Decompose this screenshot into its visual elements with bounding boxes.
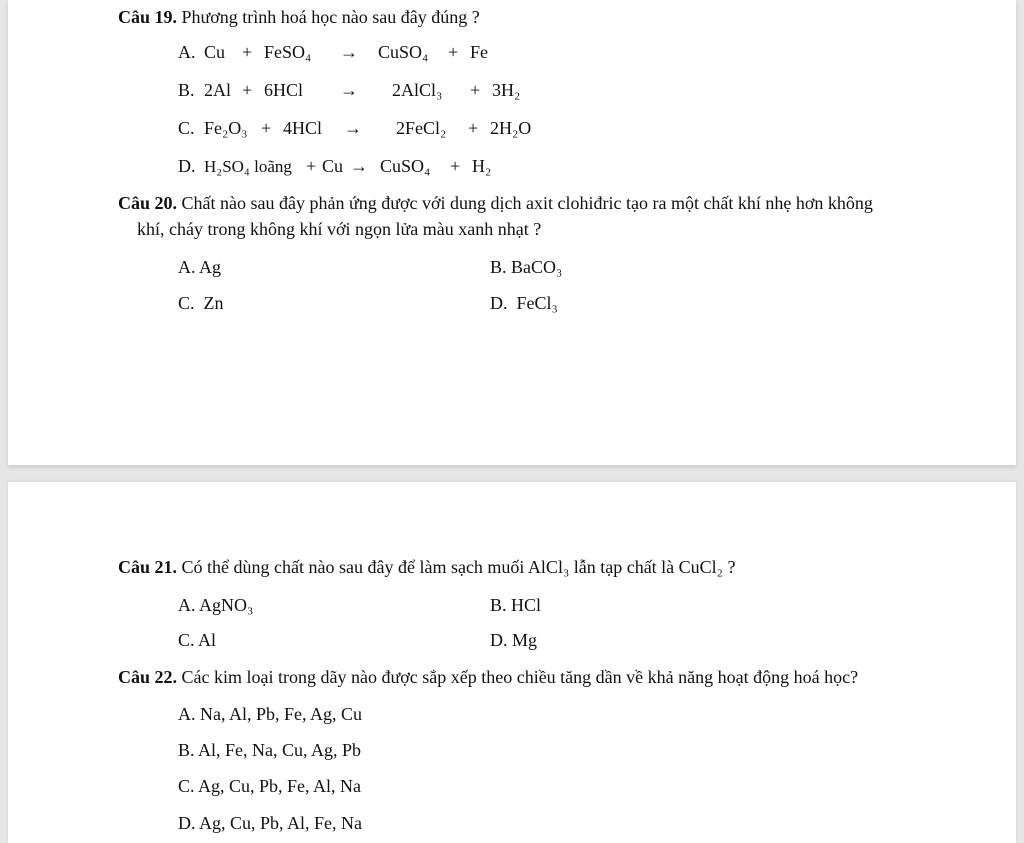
question-22: [118, 666, 858, 688]
question-21-option-c[interactable]: C. Al: [178, 630, 217, 650]
question-20-option-b[interactable]: B. BaCO₃: [490, 257, 563, 277]
question-20-text-line2: khí, cháy trong không khí với ngọn lửa màu xanh nhạt ?: [137, 219, 542, 239]
arrow-icon: →: [350, 156, 368, 176]
question-20-option-a[interactable]: A. Ag: [178, 257, 222, 277]
question-21-text: Có thể dùng chất nào sau đây để làm sạch muối AlCl₃ lẫn tạp chất là CuCl₂ ?: [181, 557, 736, 577]
question-19-option-a[interactable]: A. Cu + FeSO₄ → CuSO₄ + Fe: [178, 42, 488, 62]
question-21-option-a[interactable]: A. AgNO₃: [178, 595, 254, 615]
question-20-option-c[interactable]: C. Zn: [178, 293, 224, 313]
page-sheet-2: [8, 482, 1016, 843]
question-19-option-b[interactable]: B. 2Al + 6HCl → 2AlCl₃ + 3H₂: [178, 80, 521, 100]
question-22-text: Các kim loại trong dãy nào được sắp xếp theo chiều tăng dần về khả năng hoạt động hoá học?: [181, 667, 859, 687]
question-20-text-line1: Chất nào sau đây phản ứng được với dung dịch axit clohiđric tạo ra một chất khí nhẹ hơn không: [181, 193, 873, 213]
question-22-option-c[interactable]: C. Ag, Cu, Pb, Fe, Al, Na: [178, 776, 362, 796]
arrow-icon: →: [340, 80, 358, 100]
question-21: [118, 556, 735, 578]
question-19-option-c[interactable]: C. Fe₂O₃ + 4HCl → 2FeCl₂ + 2H₂O: [178, 118, 532, 138]
question-20-number: Câu 20.: [118, 193, 178, 213]
arrow-icon: →: [340, 42, 358, 62]
question-22-number: Câu 22.: [118, 667, 178, 687]
question-19-option-d[interactable]: D. H₂SO₄ loãng + Cu → CuSO₄ + H₂: [178, 156, 492, 176]
question-21-option-d[interactable]: D. Mg: [490, 630, 538, 650]
question-21-option-b[interactable]: B. HCl: [490, 595, 542, 615]
question-20: [118, 192, 873, 214]
question-22-option-b[interactable]: B. Al, Fe, Na, Cu, Ag, Pb: [178, 740, 362, 760]
question-22-option-d[interactable]: D. Ag, Cu, Pb, Al, Fe, Na: [178, 813, 363, 833]
question-19: [118, 6, 480, 28]
arrow-icon: →: [344, 118, 362, 138]
question-21-number: Câu 21.: [118, 557, 178, 577]
question-20-option-d[interactable]: D. FeCl₃: [490, 293, 558, 313]
question-19-text: Phương trình hoá học nào sau đây đúng ?: [181, 7, 480, 27]
question-19-number: Câu 19.: [118, 7, 178, 27]
question-22-option-a[interactable]: A. Na, Al, Pb, Fe, Ag, Cu: [178, 704, 363, 724]
